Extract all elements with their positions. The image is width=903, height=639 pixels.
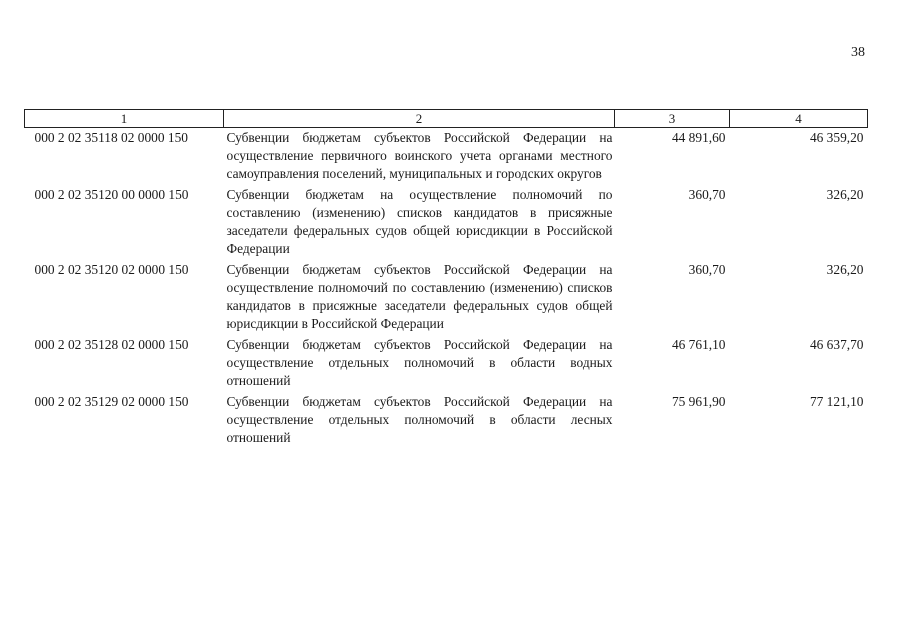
budget-code: 000 2 02 35128 02 0000 150 <box>34 337 189 352</box>
row-description: Субвенции бюджетам субъектов Российской Федерации на осуществление отдельных полномочий в области водных отношений <box>226 337 613 388</box>
page-number: 38 <box>851 45 865 60</box>
value-column-4: 46 359,20 <box>809 130 864 145</box>
table-row <box>25 260 868 335</box>
column-header-1: 1 <box>25 110 224 128</box>
value-column-4: 326,20 <box>826 262 864 277</box>
table-row <box>25 185 868 260</box>
value-column-3: 75 961,90 <box>671 394 726 409</box>
budget-code: 000 2 02 35120 02 0000 150 <box>34 262 189 277</box>
value-column-3: 360,70 <box>688 187 726 202</box>
column-header-3: 3 <box>615 110 730 128</box>
row-description: Субвенции бюджетам субъектов Российской Федерации на осуществление первичного воинского учета органами местного самоуправления поселений, муниципальных и городских округов <box>226 130 613 181</box>
row-description: Субвенции бюджетам субъектов Российской Федерации на осуществление полномочий по составлению (изменению) списков кандидатов в присяжные заседатели федеральных судов общей юрисдикции в Российской Федерации <box>226 262 613 331</box>
row-description: Субвенции бюджетам на осуществление полномочий по составлению (изменению) списков кандидатов в присяжные заседатели федеральных судов общей юрисдикции в Российской Федерации <box>226 187 613 256</box>
value-column-4: 77 121,10 <box>809 394 864 409</box>
column-header-4: 4 <box>730 110 868 128</box>
value-column-4: 46 637,70 <box>809 337 864 352</box>
table-row <box>25 392 868 449</box>
value-column-3: 360,70 <box>688 262 726 277</box>
value-column-3: 46 761,10 <box>671 337 726 352</box>
value-column-3: 44 891,60 <box>671 130 726 145</box>
table-row <box>25 128 868 186</box>
value-column-4: 326,20 <box>826 187 864 202</box>
header-row <box>25 110 868 128</box>
column-header-2: 2 <box>224 110 615 128</box>
budget-table <box>24 109 868 449</box>
budget-code: 000 2 02 35120 00 0000 150 <box>34 187 189 202</box>
budget-code: 000 2 02 35129 02 0000 150 <box>34 394 189 409</box>
budget-code: 000 2 02 35118 02 0000 150 <box>34 130 188 145</box>
table-row <box>25 335 868 392</box>
row-description: Субвенции бюджетам субъектов Российской Федерации на осуществление отдельных полномочий в области лесных отношений <box>226 394 613 445</box>
